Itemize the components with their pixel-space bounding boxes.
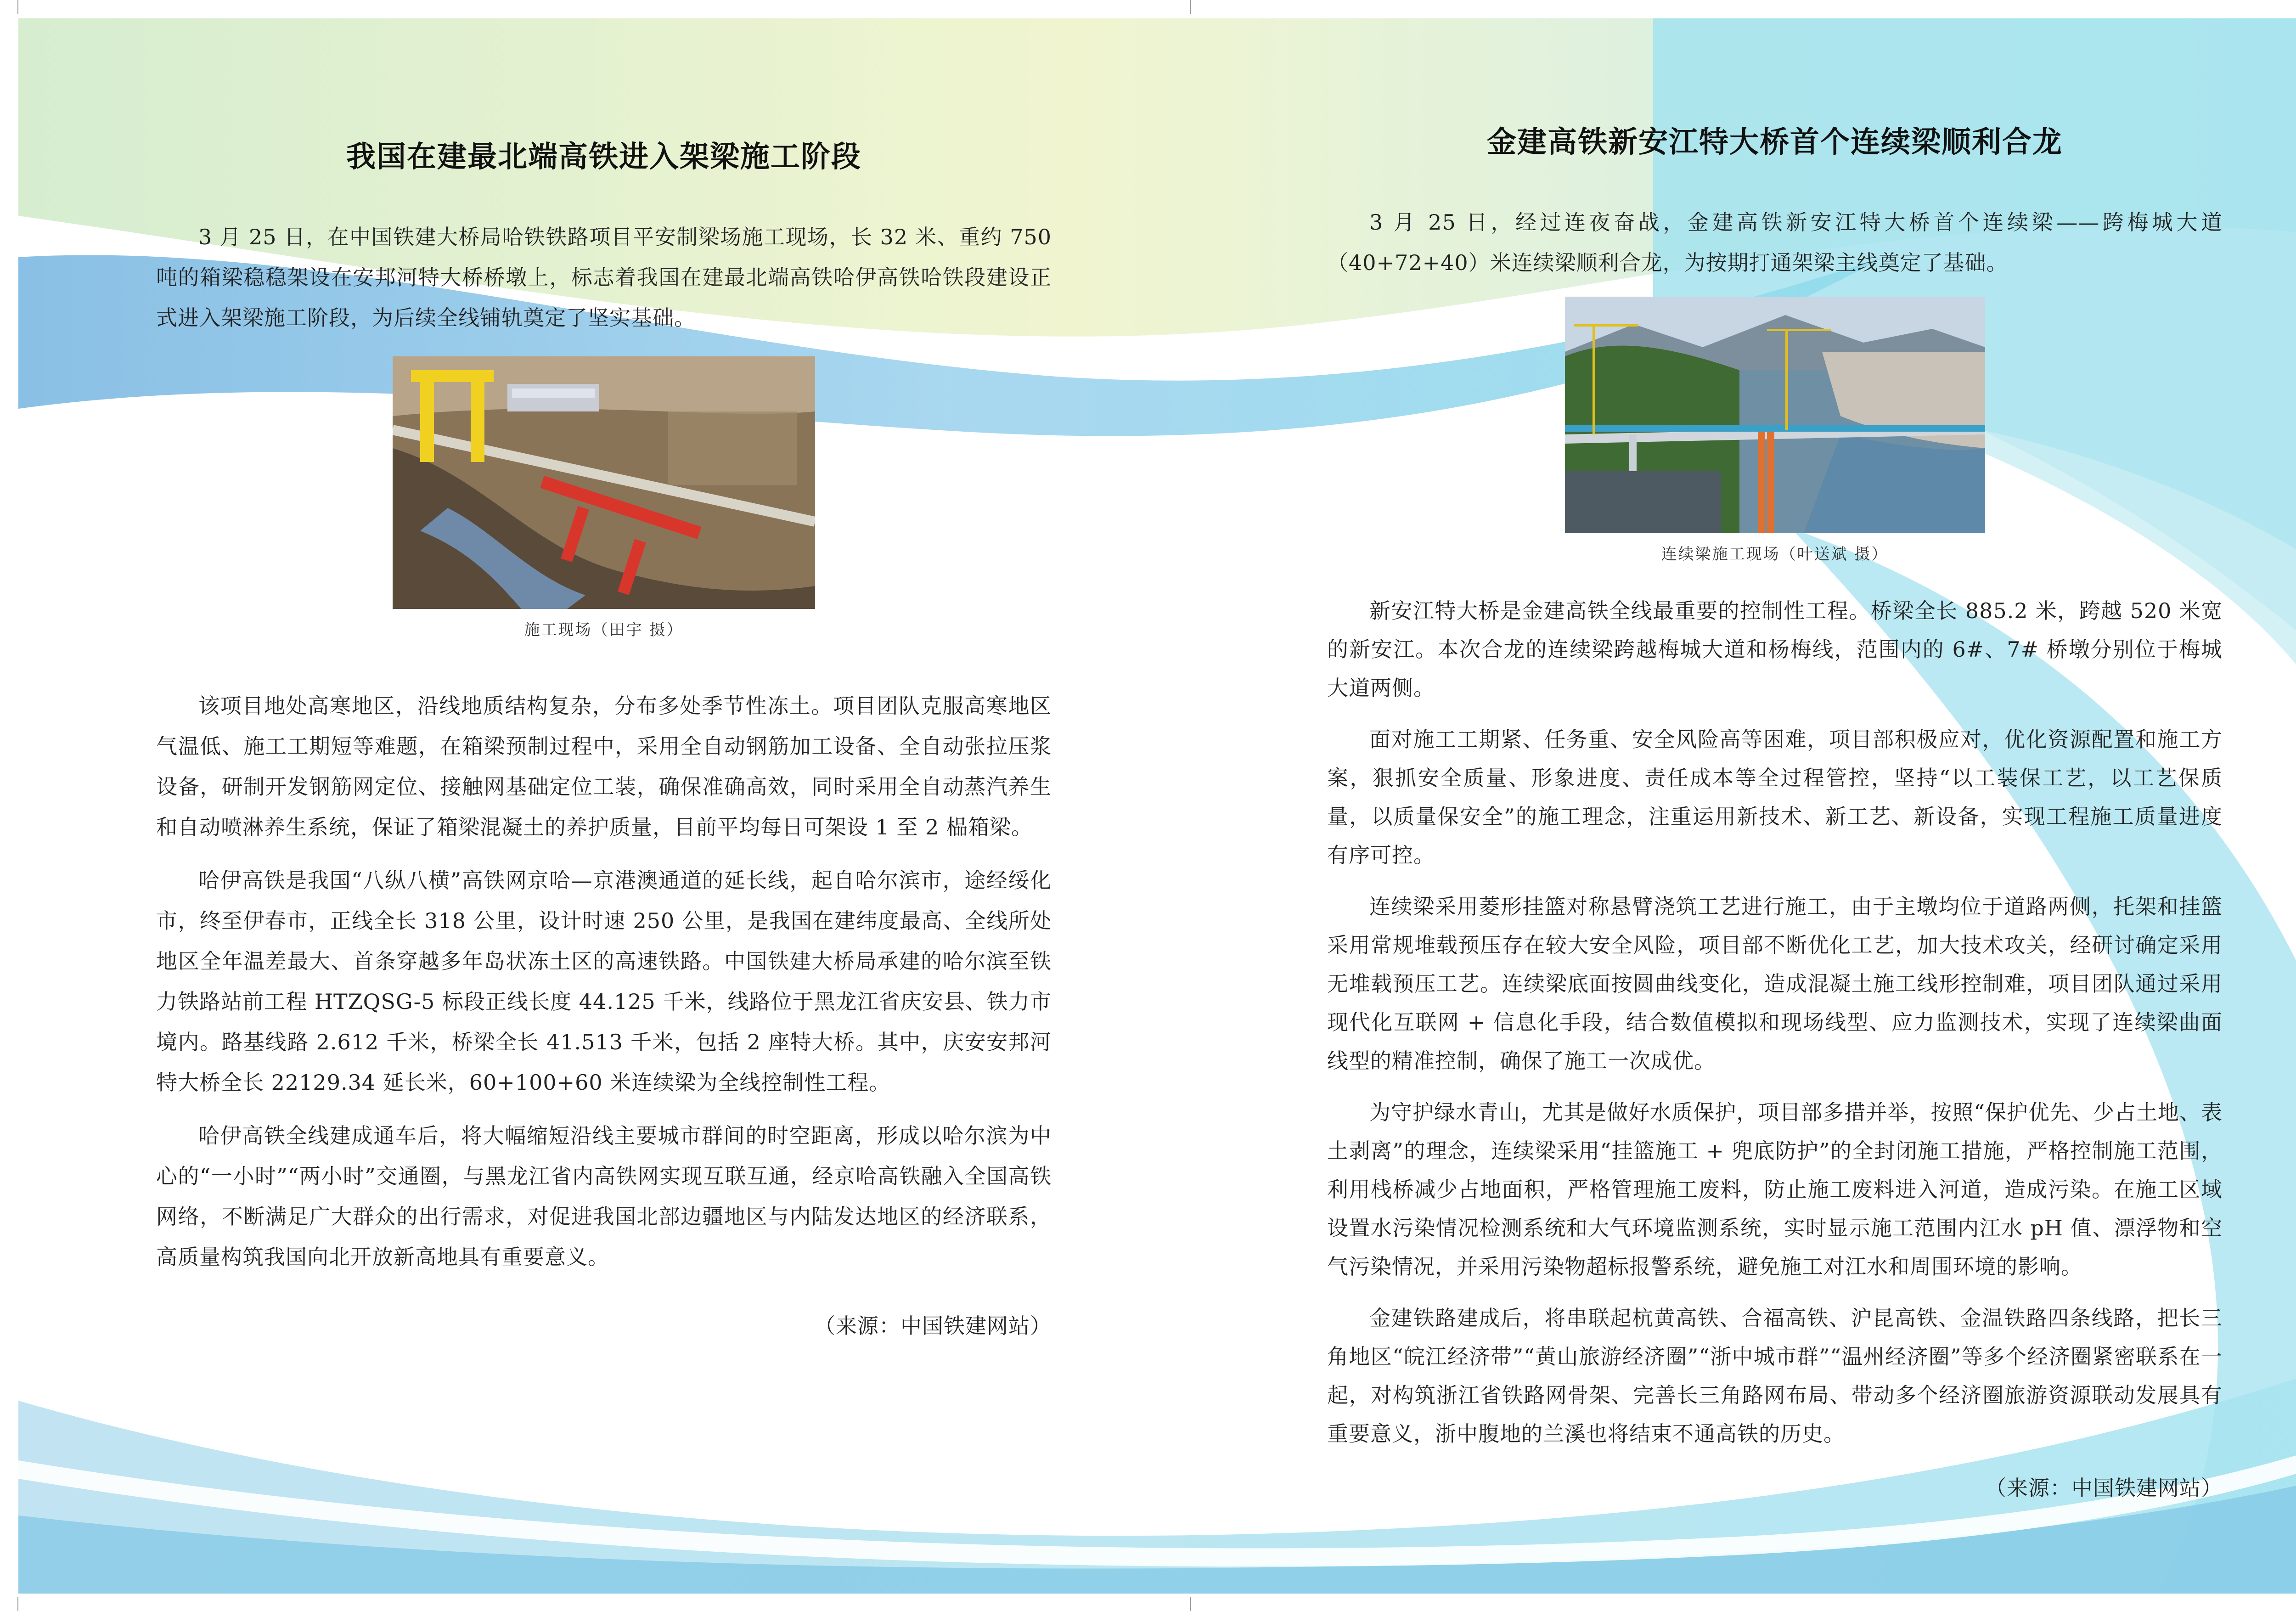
crop-mark-bottom-left bbox=[17, 1597, 18, 1611]
right-photo-caption: 连续梁施工现场（叶送斌 摄） bbox=[1661, 545, 1889, 563]
right-source: （来源：中国铁建网站） bbox=[1985, 1476, 2223, 1500]
right-intro-paragraph: 3 月 25 日，经过连夜奋战，金建高铁新安江特大桥首个连续梁——跨梅城大道（40+72+40）米连续梁顺利合龙，为按期打通架梁主线奠定了基础。 bbox=[1327, 210, 2223, 275]
right-body-paragraph-4: 为守护绿水青山，尤其是做好水质保护，项目部多措并举，按照“保护优先、少占土地、表土剥离”的理念，连续梁采用“挂篮施工 + 兜底防护”的全封闭施工措施，严格控制施工范围，利用栈桥减少占地面积，严格管理施工废料，防止施工废料进入河道，造成污染。在施工区域设置水污染情况检测系统和大气环境监测系统，实时显示施工范围内江水 pH 值、漂浮物和空气污染情况，并采用污染物超标报警系统，避免施工对江水和周围环境的影响。 bbox=[1327, 1100, 2223, 1279]
right-body bbox=[1327, 591, 2223, 1453]
crop-mark-bottom-center bbox=[1190, 1597, 1191, 1611]
crop-mark-top-left bbox=[17, 0, 18, 14]
right-article bbox=[1327, 118, 2223, 1515]
right-body-paragraph-3: 连续梁采用菱形挂篮对称悬臂浇筑工艺进行施工，由于主墩均位于道路两侧，托架和挂篮采用常规堆载预压存在较大安全风险，项目部不断优化工艺，加大技术攻关，经研讨确定采用无堆载预压工艺。连续梁底面按圆曲线变化，造成混凝土施工线形控制难，项目团队通过采用现代化互联网 + 信息化手段，结合数值模拟和现场线型、应力监测技术，实现了连续梁曲面线型的精准控制，确保了施工一次成优。 bbox=[1327, 894, 2223, 1073]
left-intro-paragraph: 3 月 25 日，在中国铁建大桥局哈铁铁路项目平安制梁场施工现场，长 32 米、重约 750 吨的箱梁稳稳架设在安邦河特大桥桥墩上，标志着我国在建最北端高铁哈伊高铁哈铁段建设正式进入架梁施工阶段，为后续全线铺轨奠定了坚实基础。 bbox=[156, 225, 1052, 330]
left-photo-caption: 施工现场（田宇 摄） bbox=[524, 621, 684, 639]
left-body-paragraph-1: 该项目地处高寒地区，沿线地质结构复杂，分布多处季节性冻土。项目团队克服高寒地区气温低、施工工期短等难题，在箱梁预制过程中，采用全自动钢筋加工设备、全自动张拉压浆设备，研制开发钢筋网定位、接触网基础定位工装，确保准确高效，同时采用全自动蒸汽养生和自动喷淋养生系统，保证了箱梁混凝土的养护质量，目前平均每日可架设 1 至 2 榀箱梁。 bbox=[156, 693, 1052, 839]
crop-mark-top-center bbox=[1190, 0, 1191, 14]
right-body-paragraph-1: 新安江特大桥是金建高铁全线最重要的控制性工程。桥梁全长 885.2 米，跨越 520 米宽的新安江。本次合龙的连续梁跨越梅城大道和杨梅线，范围内的 6#、7# 桥墩分别位于梅城大道两侧。 bbox=[1327, 598, 2223, 700]
right-body-paragraph-2: 面对施工工期紧、任务重、安全风险高等困难，项目部积极应对，优化资源配置和施工方案，狠抓安全质量、形象进度、责任成本等全过程管控，坚持“以工装保工艺，以工艺保质量，以质量保安全”的施工理念，注重运用新技术、新工艺、新设备，实现工程施工质量进度有序可控。 bbox=[1327, 727, 2223, 867]
right-article-title: 金建高铁新安江特大桥首个连续梁顺利合龙 bbox=[1487, 125, 2063, 159]
left-article-title: 我国在建最北端高铁进入架梁施工阶段 bbox=[346, 140, 861, 174]
left-source: （来源：中国铁建网站） bbox=[814, 1313, 1052, 1338]
left-figure bbox=[156, 356, 1052, 640]
right-body-paragraph-5: 金建铁路建成后，将串联起杭黄高铁、合福高铁、沪昆高铁、金温铁路四条线路，把长三角地区“皖江经济带”“黄山旅游经济圈”“浙中城市群”“温州经济圈”等多个经济圈紧密联系在一起，对构筑浙江省铁路网骨架、完善长三角路网布局、带动多个经济圈旅游资源联动发展具有重要意义，浙中腹地的兰溪也将结束不通高铁的历史。 bbox=[1327, 1306, 2223, 1446]
right-figure bbox=[1327, 297, 2223, 564]
continuous-beam-photo bbox=[1565, 297, 1985, 533]
left-body bbox=[156, 686, 1052, 1277]
left-article bbox=[156, 133, 1052, 1511]
left-body-paragraph-2: 哈伊高铁是我国“八纵八横”高铁网京哈—京港澳通道的延长线，起自哈尔滨市，途经绥化市，终至伊春市，正线全长 318 公里，设计时速 250 公里，是我国在建纬度最高、全线所处地区全年温差最大、首条穿越多年岛状冻土区的高速铁路。中国铁建大桥局承建的哈尔滨至铁力铁路站前工程 HTZQSG-5 标段正线长度 44.125 千米，线路位于黑龙江省庆安县、铁力市境内。路基线路 2.612 千米，桥梁全长 41.513 千米，包括 2 座特大桥。其中，庆安安邦河特大桥全长 22129.34 延长米，60+100+60 米连续梁为全线控制性工程。 bbox=[156, 868, 1052, 1095]
left-body-paragraph-3: 哈伊高铁全线建成通车后，将大幅缩短沿线主要城市群间的时空距离，形成以哈尔滨为中心的“一小时”“两小时”交通圈，与黑龙江省内高铁网实现互联互通，经京哈高铁融入全国高铁网络，不断满足广大群众的出行需求，对促进我国北部边疆地区与内陆发达地区的经济联系，高质量构筑我国向北开放新高地具有重要意义。 bbox=[156, 1123, 1052, 1269]
construction-site-photo bbox=[393, 356, 815, 609]
